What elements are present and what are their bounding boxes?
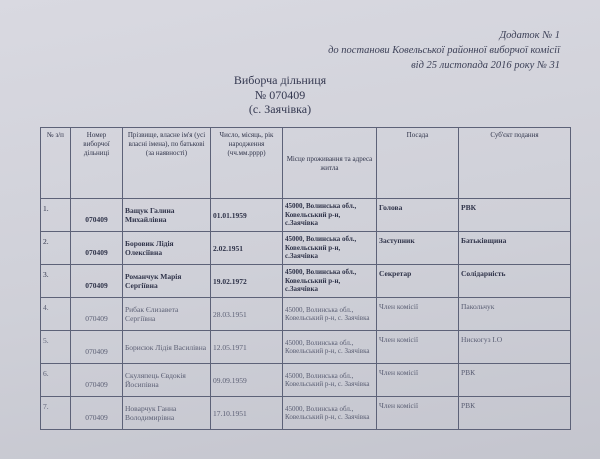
annex-line-1: Додаток № 1 xyxy=(499,30,560,41)
station-number: 070409 xyxy=(71,331,123,364)
document-title xyxy=(0,73,560,117)
submitter: Солідарність xyxy=(459,265,571,298)
station-number: 070409 xyxy=(71,232,123,265)
birth-date: 17.10.1951 xyxy=(211,397,283,430)
header-position: Посада xyxy=(377,128,459,199)
address: 45000, Волинська обл., Ковельський р-н, с.Заячівка xyxy=(283,265,377,298)
position: Член комісії xyxy=(377,397,459,430)
row-number: 5. xyxy=(41,331,71,364)
birth-date: 2.02.1951 xyxy=(211,232,283,265)
member-name: Борисюк Лідія Василівна xyxy=(123,331,211,364)
header-name: Прізвище, власне ім'я (усі власні імена), по батькові (за наявності) xyxy=(123,128,211,199)
row-number: 2. xyxy=(41,232,71,265)
title-line-2: № 070409 xyxy=(254,87,306,102)
title-line-3: (с. Заячівка) xyxy=(248,102,312,116)
submitter: Батьківщина xyxy=(459,232,571,265)
header-submitter: Суб'єкт подання xyxy=(459,128,571,199)
commission-members-table xyxy=(40,127,571,430)
birth-date: 19.02.1972 xyxy=(211,265,283,298)
row-number: 7. xyxy=(41,397,71,430)
station-number: 070409 xyxy=(71,397,123,430)
member-name: Рибак Єлизавета Сергіївна xyxy=(123,298,211,331)
row-number: 3. xyxy=(41,265,71,298)
address: 45000, Волинська обл., Ковельський р-н, с. Заячівка xyxy=(283,331,377,364)
station-number: 070409 xyxy=(71,265,123,298)
station-number: 070409 xyxy=(71,364,123,397)
position: Член комісії xyxy=(377,331,459,364)
table-row xyxy=(41,232,571,265)
submitter: Нискогуз І.О xyxy=(459,331,571,364)
header-number: № з/п xyxy=(41,128,71,199)
annex-line-3: від 25 листопада 2016 року № 31 xyxy=(411,60,560,71)
row-number: 6. xyxy=(41,364,71,397)
table-row xyxy=(41,331,571,364)
table-row xyxy=(41,199,571,232)
annex-line-2: до постанови Ковельської районної виборчої комісії xyxy=(328,45,560,56)
header-station: Номер виборчої дільниці xyxy=(71,128,123,199)
address: 45000, Волинська обл., Ковельський р-н, с. Заячівка xyxy=(283,397,377,430)
member-name: Боровик Лідія Олексіївна xyxy=(123,232,211,265)
member-name: Ващук Галина Михайлівна xyxy=(123,199,211,232)
member-name: Новарчук Ганна Володимирівна xyxy=(123,397,211,430)
table-row xyxy=(41,397,571,430)
address: 45000, Волинська обл., Ковельський р-н, с. Заячівка xyxy=(283,298,377,331)
table-row xyxy=(41,364,571,397)
row-number: 4. xyxy=(41,298,71,331)
submitter: РВК xyxy=(459,199,571,232)
station-number: 070409 xyxy=(71,199,123,232)
member-name: Скуляпець Євдокія Йосипівна xyxy=(123,364,211,397)
title-line-1: Виборча дільниця xyxy=(233,73,327,87)
address: 45000, Волинська обл., Ковельський р-н, с. Заячівка xyxy=(283,364,377,397)
annex-header xyxy=(230,28,560,73)
position: Заступник xyxy=(377,232,459,265)
table-row xyxy=(41,265,571,298)
table-row xyxy=(41,298,571,331)
member-name: Романчук Марія Сергіївна xyxy=(123,265,211,298)
birth-date: 28.03.1951 xyxy=(211,298,283,331)
birth-date: 12.05.1971 xyxy=(211,331,283,364)
address: 45000, Волинська обл., Ковельський р-н, с.Заячівка xyxy=(283,232,377,265)
submitter: РВК xyxy=(459,397,571,430)
position: Голова xyxy=(377,199,459,232)
station-number: 070409 xyxy=(71,298,123,331)
table-header-row xyxy=(41,128,571,199)
birth-date: 09.09.1959 xyxy=(211,364,283,397)
address: 45000, Волинська обл., Ковельський р-н, с.Заячівка xyxy=(283,199,377,232)
position: Член комісії xyxy=(377,364,459,397)
submitter: РВК xyxy=(459,364,571,397)
header-dob: Число, місяць, рік народження (чч.мм.рррр) xyxy=(211,128,283,199)
row-number: 1. xyxy=(41,199,71,232)
header-address: Місце проживання та адреса житла xyxy=(283,128,377,199)
position: Секретар xyxy=(377,265,459,298)
submitter: Пакольчук xyxy=(459,298,571,331)
birth-date: 01.01.1959 xyxy=(211,199,283,232)
position: Член комісії xyxy=(377,298,459,331)
